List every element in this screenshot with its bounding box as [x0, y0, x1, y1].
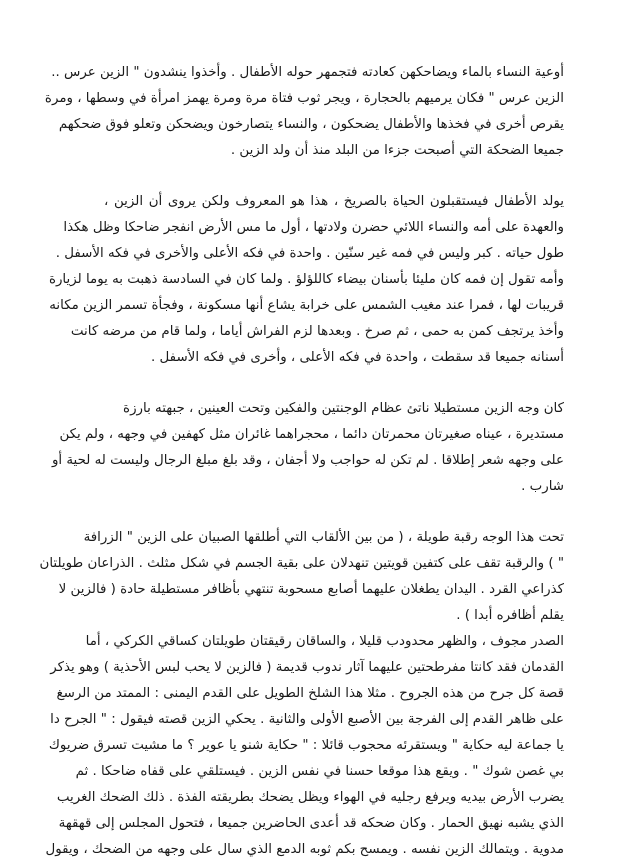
text-line: على وجهه شعر إطلاقا . لم تكن له حواجب ولا أجفان ، وقد بلغ مبلغ الرجال وليست له لحية أو	[51, 453, 564, 468]
text-line: الزين عرس " فكان يرميهم بالحجارة ، ويجر ثوب فتاة مرة ومرة يهمز امرأة في وسطها ، ومرة	[44, 91, 564, 106]
text-line: " ) والرقبة تقف على كتفين قويتين تنهدلان على بقية الجسم في شكل مثلث . الذراعان طويلتان	[39, 556, 564, 571]
text-line: كذراعي القرد . اليدان يطغلان عليهما أصابع مسحوبة تنتهي بأظافر مستطيلة حادة ( فالزين لا	[58, 582, 564, 597]
text-line: القدمان فقد كانتا مفرطحتين عليهما آثار ندوب قديمة ( فالزين لا يحب لبس الأحذية ) وهو يذكر	[50, 660, 564, 675]
document-body	[39, 60, 564, 863]
text-line: يقرص أخرى في فخذها والأطفال يضحكون ، والنساء يتصارخون ويضحكن وتعلو فوق ضحكهم	[58, 117, 564, 132]
text-line: على ظاهر القدم إلى الفرجة بين الأصبع الأولى والثانية . يحكي الزين قصته فيقول : " الجرح دا	[50, 712, 564, 727]
text-line: يضرب الأرض بيديه ويرفع رجليه في الهواء ويظل يضحك بطريقته الفذة . ذلك الضحك الغريب	[56, 790, 564, 805]
text-line: أسنانه جميعا قد سقطت ، واحدة في فكه الأعلى ، وأخرى في فكه الأسفل .	[151, 350, 564, 365]
text-line: جميعا الضحكة التي أصبحت جزءا من البلد منذ أن ولد الزين .	[230, 143, 564, 158]
text-line: الذي يشبه نهيق الحمار . وكان ضحكه قد أعدى الحاضرين جميعا ، فتحول المجلس إلى قهقهة	[58, 816, 564, 831]
text-line: الصدر مجوف ، والظهر محدودب قليلا ، والساقان رقيقتان طويلتان كساقي الكركي ، أما	[85, 634, 564, 649]
text-line: قصة كل جرح من هذه الجروح . مثلا هذا الشلخ الطويل على القدم اليمنى : الممتد من الرسغ	[56, 686, 564, 701]
text-line: قريبات لها ، فمرا عند مغيب الشمس على خرابة يشاع أنها مسكونة ، وفجأة تسمر الزين مكانه	[49, 298, 564, 313]
text-line: يا جماعة ليه حكاية " ويستقرئه محجوب قائلا : " حكاية شنو يا عوير ؟ ما مشيت تسرق ضريوك	[48, 738, 564, 753]
paragraph	[48, 189, 564, 371]
text-line: وأخذ يرتجف كمن به حمى ، ثم صرخ . وبعدها لزم الفراش أياما ، ولما قام من مرضه كانت	[70, 324, 564, 339]
text-line: تحت هذا الوجه رقبة طويلة ، ( من بين الألقاب التي أطلقها الصبيان على الزين " الزرافة	[83, 530, 564, 545]
text-line: مستديرة ، عيناه صغيرتان محمرتان دائما ، محجراهما غائران مثل كهفين في وجهه ، ولم يكن	[59, 427, 564, 442]
text-line: أوعية النساء بالماء ويضاحكهن كعادته فتجمهر حوله الأطفال . وأخذوا ينشدون " الزين عرس ..	[51, 65, 564, 80]
text-line: يولد الأطفال فيستقبلون الحياة بالصريخ ، هذا هو المعروف ولكن يروى أن الزين ،	[104, 194, 564, 209]
paragraph	[51, 396, 564, 500]
text-line: مدوية . ويتمالك الزين نفسه . ويمسح بكم ثوبه الدمع الذي سال على وجهه من الضحك ، ويقول	[45, 842, 564, 857]
paragraph	[39, 525, 564, 863]
text-line: طول حياته . كبر وليس في فمه غير سنّين . واحدة في فكه الأعلى والأخرى في فكه الأسفل .	[55, 246, 564, 261]
text-line: كان وجه الزين مستطيلا ناتئ عظام الوجنتين والفكين وتحت العينين ، جبهته بارزة	[123, 401, 564, 416]
text-line: شارب .	[521, 479, 564, 494]
text-line: وأمه تقول إن فمه كان مليئا بأسنان بيضاء كاللؤلؤ . ولما كان في السادسة ذهبت به يوما لزيارة	[48, 272, 564, 287]
text-line: يقلم أظافره أبدا ) .	[456, 608, 564, 623]
paragraph	[44, 60, 564, 164]
text-line: والعهدة على أمه والنساء اللائي حضرن ولادتها ، أول ما مس الأرض انفجر ضاحكا وظل هكذا	[63, 220, 564, 235]
text-line: بي غصن شوك " . ويقع هذا موقعا حسنا في نفس الزين . فيستلقي على قفاه ضاحكا . ثم	[75, 764, 564, 779]
